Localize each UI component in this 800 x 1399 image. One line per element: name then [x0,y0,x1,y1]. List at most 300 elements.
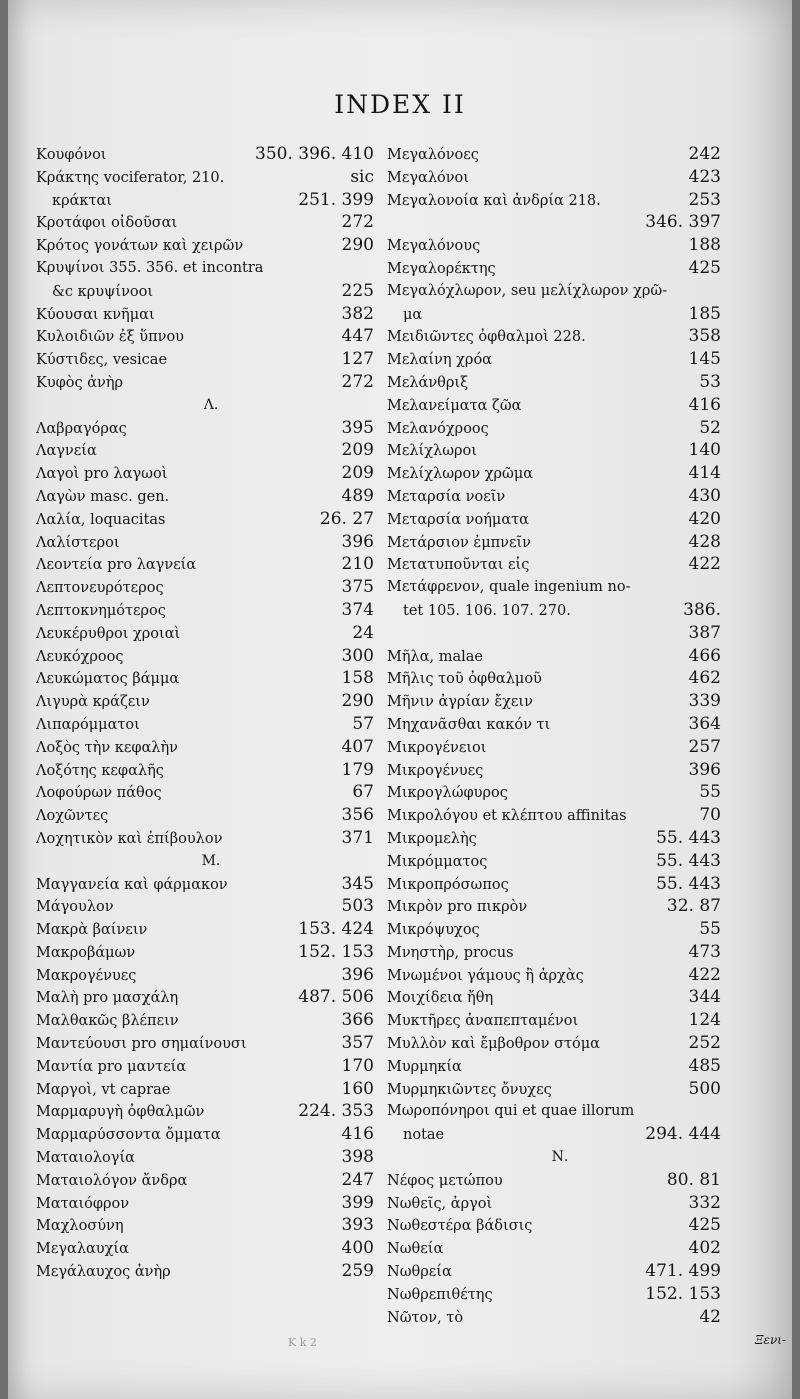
index-entry [36,736,374,759]
entry-pages: 247 [341,1169,374,1190]
entry-term: Λεπτονευρότερος [36,580,164,597]
entry-pages: 416 [688,394,721,415]
entry-term: Μεγαλόχλωρον, seu μελίχλωρον χρῶ- [387,282,668,299]
index-entry [36,873,374,896]
entry-pages: 55 [699,919,721,940]
entry-term: Μικροπρόσωπος [387,876,509,893]
index-entry [387,667,721,690]
entry-term: Κυφὸς ἀνὴρ [36,374,124,391]
index-entry [36,280,374,303]
index-entry [387,850,721,873]
index-entry [387,1283,721,1306]
entry-term: Νῶτον, τὸ [387,1309,464,1326]
index-entry [387,348,721,371]
index-column-left [36,143,374,1283]
entry-term: Μῆλα, malae [387,648,483,665]
entry-term: Μαλὴ pro μασχάλη [36,990,179,1007]
index-entry [36,1078,374,1101]
index-entry [387,941,721,964]
index-entry [387,394,721,417]
index-entry [36,1100,374,1123]
entry-term: Λοχητικὸν καὶ ἐπίβουλον [36,830,223,847]
entry-pages: 257 [688,736,721,757]
entry-pages: 67 [352,782,374,803]
entry-pages: 80. 81 [666,1169,721,1190]
entry-term: Μικρογένυες [387,762,484,779]
entry-pages: 251. 399 [298,189,374,210]
entry-pages: 152. 153 [645,1283,721,1304]
entry-term: Μεγαλαυχία [36,1241,129,1258]
index-entry [36,417,374,440]
entry-term: Μακρογένυες [36,967,137,984]
index-entry [387,1032,721,1055]
index-entry [387,804,721,827]
index-entry [387,827,721,850]
entry-term: Κρότος γονάτων καὶ χειρῶν [36,238,244,255]
entry-pages: 185 [688,303,721,324]
index-entry [36,895,374,918]
index-entry [387,553,721,576]
entry-term: Μελίχλωρον χρῶμα [387,466,534,483]
index-entry [36,325,374,348]
entry-term: Ματαιόφρον [36,1195,130,1212]
index-entry [387,1123,721,1146]
entry-pages: 272 [341,212,374,233]
entry-pages: 42 [699,1306,721,1327]
entry-term: Μετάρσιον ἐμπνεῖν [387,534,531,551]
index-entry [36,964,374,987]
index-entry [387,485,721,508]
entry-term: Μελαίνη χρόα [387,352,492,369]
index-entry [387,1192,721,1215]
index-entry [387,964,721,987]
entry-term: Μικρὸν pro πικρὸν [387,899,528,916]
index-entry [387,599,721,622]
index-entry [36,827,374,850]
entry-term: Μεγάλαυχος ἀνὴρ [36,1264,171,1281]
entry-pages: 55 [699,782,721,803]
index-entry [387,873,721,896]
entry-pages: 398 [341,1147,374,1168]
index-entry [36,1123,374,1146]
entry-term: Μειδιῶντες ὀφθαλμοὶ 228. [387,329,586,346]
entry-term: Λεπτοκνημότερος [36,602,166,619]
index-entry [36,211,374,234]
index-entry [387,1237,721,1260]
entry-term: &c κρυψίνοοι [52,283,154,300]
index-entry [387,325,721,348]
entry-term: Μικρομελὴς [387,830,477,847]
entry-pages: 188 [688,235,721,256]
entry-term: Μῆλις τοῦ ὀφθαλμοῦ [387,671,542,688]
entry-term: Μνωμένοι γάμους ἢ ἀρχὰς [387,967,584,984]
index-entry [36,234,374,257]
index-entry [36,667,374,690]
entry-pages: 55. 443 [656,850,721,871]
entry-pages: 489 [341,485,374,506]
index-entry [387,166,721,189]
entry-term: Μεγαλόνους [387,238,481,255]
entry-term: Μεγαλορέκτης [387,260,496,277]
entry-pages: 396 [341,531,374,552]
index-entry [387,439,721,462]
index-entry [36,348,374,371]
entry-pages: 70 [699,805,721,826]
index-entry [36,462,374,485]
index-entry [36,1146,374,1169]
entry-term: Λοξὸς τὴν κεφαλὴν [36,739,178,756]
entry-term: Μυρμηκία [387,1058,462,1075]
entry-pages: 500 [688,1078,721,1099]
entry-term: Νωθεία [387,1241,444,1258]
entry-pages: 53 [699,371,721,392]
index-entry [36,1260,374,1283]
entry-pages: 425 [688,1215,721,1236]
entry-term: Λεοντεία pro λαγνεία [36,557,197,574]
entry-term: Μαγγανεία καὶ φάρμακον [36,876,228,893]
section-letter [387,1146,721,1169]
entry-term: tet 105. 106. 107. 270. [403,602,571,619]
entry-pages: 364 [688,713,721,734]
entry-pages: 356 [341,805,374,826]
entry-pages: 350. 396. 410 [255,144,374,164]
index-entry [387,781,721,804]
index-entry [387,143,721,166]
entry-pages: 140 [688,440,721,461]
entry-term: Ν. [551,1149,569,1166]
entry-pages: 422 [688,964,721,985]
entry-pages: 127 [341,349,374,370]
index-entry [387,1055,721,1078]
entry-pages: 300 [341,645,374,666]
entry-pages: 400 [341,1238,374,1259]
entry-pages: 225 [341,280,374,301]
index-entry [387,280,721,303]
entry-term: Λοφούρων πάθος [36,785,162,802]
index-entry [36,1214,374,1237]
entry-term: Μελανείματα ζῶα [387,397,522,414]
entry-term: Μικρολόγου et κλέπτου affinitas [387,808,627,825]
entry-term: μα [403,306,423,323]
index-entry [387,645,721,668]
entry-term: Μυκτῆρες ἀναπεπταμένοι [387,1013,579,1030]
entry-pages: 407 [341,736,374,757]
entry-term: Λ. [203,396,219,413]
index-entry [387,576,721,599]
index-entry [387,986,721,1009]
entry-pages: 375 [341,577,374,598]
index-entry [387,918,721,941]
entry-term: Μελάνθριξ [387,374,469,391]
entry-term: Κουφόνοι [36,147,107,163]
index-entry [36,1009,374,1032]
entry-pages: 402 [688,1238,721,1259]
entry-term: Κύουσαι κνῆμαι [36,306,155,323]
entry-pages: 252 [688,1033,721,1054]
entry-pages: 396 [688,759,721,780]
entry-pages: 399 [341,1192,374,1213]
entry-term: Μαχλοσύνη [36,1218,124,1235]
entry-term: Μάγουλον [36,899,114,916]
entry-term: Λοχῶντες [36,808,109,825]
entry-term: Νωθρεία [387,1264,452,1281]
catchword: Ξενι- [755,1333,786,1347]
entry-pages: 344 [688,987,721,1008]
entry-pages: 57 [352,713,374,734]
entry-pages: 357 [341,1033,374,1054]
index-entry [36,508,374,531]
index-entry [36,1192,374,1215]
entry-pages: 420 [688,508,721,529]
index-entry [36,439,374,462]
index-entry [36,1169,374,1192]
index-entry [36,1032,374,1055]
signature-mark: K k 2 [288,1336,317,1349]
index-entry [36,759,374,782]
entry-term: Μηχανᾶσθαι κακόν τι [387,716,551,733]
entry-pages: 272 [341,371,374,392]
entry-pages: 382 [341,303,374,324]
entry-term: Λευκόχροος [36,648,124,665]
entry-term: Μεγαλονοία καὶ ἀνδρία 218. [387,192,601,209]
entry-term: Μετατυποῦνται εἰς [387,557,530,574]
entry-pages: 428 [688,531,721,552]
entry-pages: 423 [688,166,721,187]
entry-pages: 55. 443 [656,827,721,848]
entry-term: Μετάφρενον, quale ingenium no- [387,579,631,596]
entry-term: Μακρὰ βαίνειν [36,922,148,939]
index-entry [387,1260,721,1283]
index-entry [387,257,721,280]
entry-term: κράκται [52,192,112,209]
entry-term: Μεταρσία νοεῖν [387,488,506,505]
entry-pages: 253 [688,189,721,210]
entry-pages: 224. 353 [298,1101,374,1122]
entry-term: Νέφος μετώπου [387,1172,503,1189]
index-entry [36,303,374,326]
index-entry [36,781,374,804]
entry-term: Μαρμαρύσσοντα ὄμματα [36,1127,221,1144]
entry-term: Λιπαρόμματοι [36,716,140,733]
index-entry [387,531,721,554]
index-entry [36,257,374,280]
entry-pages: 414 [688,463,721,484]
entry-term: Κράκτης vociferator, 210. [36,169,225,186]
section-letter [36,394,374,417]
entry-pages: 24 [352,622,374,643]
entry-pages: 416 [341,1124,374,1145]
index-entry [36,531,374,554]
index-entry [387,895,721,918]
entry-pages: 503 [341,896,374,917]
entry-pages: 52 [699,417,721,438]
index-entry [387,371,721,394]
index-entry [387,736,721,759]
entry-term: Μακροβάμων [36,944,136,961]
entry-pages: 290 [341,691,374,712]
entry-term: Λευκέρυθροι χροιαὶ [36,625,181,642]
entry-pages: 153. 424 [298,919,374,940]
entry-term: Μ. [201,852,221,869]
entry-term: Μαρμαρυγὴ ὀφθαλμῶν [36,1104,205,1121]
index-entry [387,1214,721,1237]
index-entry [387,690,721,713]
entry-term: Λαγοὶ pro λαγωοὶ [36,466,168,483]
entry-term: Μικρογλώφυρος [387,785,508,802]
entry-term: Μυλλὸν καὶ ἔμβοθρον στόμα [387,1036,600,1053]
entry-pages: 242 [688,144,721,164]
entry-pages: 160 [341,1078,374,1099]
index-entry [387,189,721,212]
entry-pages: 259 [341,1261,374,1282]
entry-pages: 170 [341,1055,374,1076]
index-entry [36,189,374,212]
book-page [8,0,792,1399]
entry-pages: 152. 153 [298,941,374,962]
entry-pages: 26. 27 [319,508,374,529]
entry-term: Μεταρσία νοήματα [387,511,529,528]
entry-term: Νωθεῖς, ἀργοὶ [387,1195,493,1212]
entry-term: Μωροπόνηροι qui et quae illorum [387,1103,635,1120]
entry-pages: 473 [688,941,721,962]
index-entry [36,941,374,964]
index-entry [387,1078,721,1101]
entry-term: Μῆνιν ἀγρίαν ἔχειν [387,694,533,711]
entry-term: Μικρόψυχος [387,922,480,939]
index-entry [36,576,374,599]
entry-pages: 358 [688,326,721,347]
entry-term: Κυλοιδιῶν ἐξ ὕπνου [36,329,184,346]
entry-pages: 393 [341,1215,374,1236]
entry-term: Μικρογένειοι [387,739,487,756]
entry-term: Μυρμηκιῶντες ὄνυχες [387,1081,552,1098]
entry-term: Μαντία pro μαντεία [36,1058,187,1075]
entry-term: Λιγυρὰ κράζειν [36,694,150,711]
entry-pages: 462 [688,668,721,689]
entry-term: Μαντεύουσι pro σημαίνουσι [36,1036,247,1053]
index-entry [36,622,374,645]
entry-pages: 387 [688,622,721,643]
index-entry [387,622,721,645]
index-entry [36,166,374,189]
entry-pages: 290 [341,235,374,256]
entry-pages: 55. 443 [656,873,721,894]
entry-pages: 386. [683,599,721,620]
entry-term: Μικρόμματος [387,853,488,870]
index-column-right [387,143,721,1328]
entry-term: Μαργοὶ, vt caprae [36,1081,171,1098]
index-entry [387,1169,721,1192]
entry-pages: 366 [341,1010,374,1031]
index-entry [387,1009,721,1032]
entry-pages: 471. 499 [645,1261,721,1282]
entry-term: Ματαιολόγον ἄνδρα [36,1172,188,1189]
entry-term: Λαγνεία [36,443,97,460]
entry-term: Μελίχλωροι [387,443,477,460]
entry-pages: 487. 506 [298,987,374,1008]
index-entry [387,462,721,485]
entry-pages: 371 [341,827,374,848]
entry-pages: 447 [341,326,374,347]
entry-term: Λαβραγόρας [36,420,127,437]
index-entry [36,599,374,622]
entry-term: Μεγαλόνοι [387,169,469,186]
index-entry [387,759,721,782]
entry-pages: 158 [341,668,374,689]
entry-term: Μοιχίδεια ἤθη [387,990,494,1007]
entry-term: Νωθρεπιθέτης [387,1286,493,1303]
entry-pages: 485 [688,1055,721,1076]
entry-pages: 345 [341,873,374,894]
entry-pages: 145 [688,349,721,370]
entry-pages: 425 [688,257,721,278]
index-entry [36,485,374,508]
entry-pages: 430 [688,485,721,506]
index-entry [387,508,721,531]
entry-pages: sic [350,166,374,187]
entry-term: Λαγὼν masc. gen. [36,488,170,505]
entry-pages: 332 [688,1192,721,1213]
entry-pages: 124 [688,1010,721,1031]
index-entry [36,918,374,941]
entry-pages: 209 [341,440,374,461]
entry-term: Λαλία, loquacitas [36,511,166,528]
entry-term: Λευκώματος βάμμα [36,671,180,688]
index-entry [387,713,721,736]
entry-pages: 396 [341,964,374,985]
index-entry [387,1100,721,1123]
entry-term: Κρυψίνοι 355. 356. et incontra [36,259,264,276]
entry-term: Λαλίστεροι [36,534,120,551]
index-entry [387,211,721,234]
entry-term: Νωθεστέρα βάδισις [387,1218,533,1235]
entry-pages: 339 [688,691,721,712]
entry-term: Ματαιολογία [36,1150,135,1167]
entry-pages: 395 [341,417,374,438]
entry-pages: 422 [688,554,721,575]
entry-term: Κροτάφοι οἰδοῦσαι [36,215,178,232]
entry-pages: 210 [341,554,374,575]
index-entry [36,804,374,827]
entry-term: notae [403,1127,445,1144]
index-entry [387,303,721,326]
index-entry [387,234,721,257]
index-entry [36,1237,374,1260]
entry-term: Λοξότης κεφαλῆς [36,762,164,779]
entry-pages: 179 [341,759,374,780]
index-entry [36,713,374,736]
entry-pages: 209 [341,463,374,484]
entry-pages: 466 [688,645,721,666]
page-header: INDEX II [334,90,466,119]
index-entry [387,1306,721,1329]
index-entry [36,645,374,668]
entry-term: Κύστιδες, vesicae [36,352,168,369]
index-entry [36,553,374,576]
entry-pages: 346. 397 [645,212,721,233]
entry-term: Μαλθακῶς βλέπειν [36,1013,179,1030]
entry-pages: 374 [341,599,374,620]
entry-term: Μνηστὴρ, procus [387,944,514,961]
index-entry [36,371,374,394]
index-entry [36,1055,374,1078]
entry-term: Μεγαλόνοες [387,147,479,163]
entry-pages: 294. 444 [645,1124,721,1145]
section-letter [36,850,374,873]
index-entry [36,986,374,1009]
index-entry [36,690,374,713]
index-entry [387,417,721,440]
